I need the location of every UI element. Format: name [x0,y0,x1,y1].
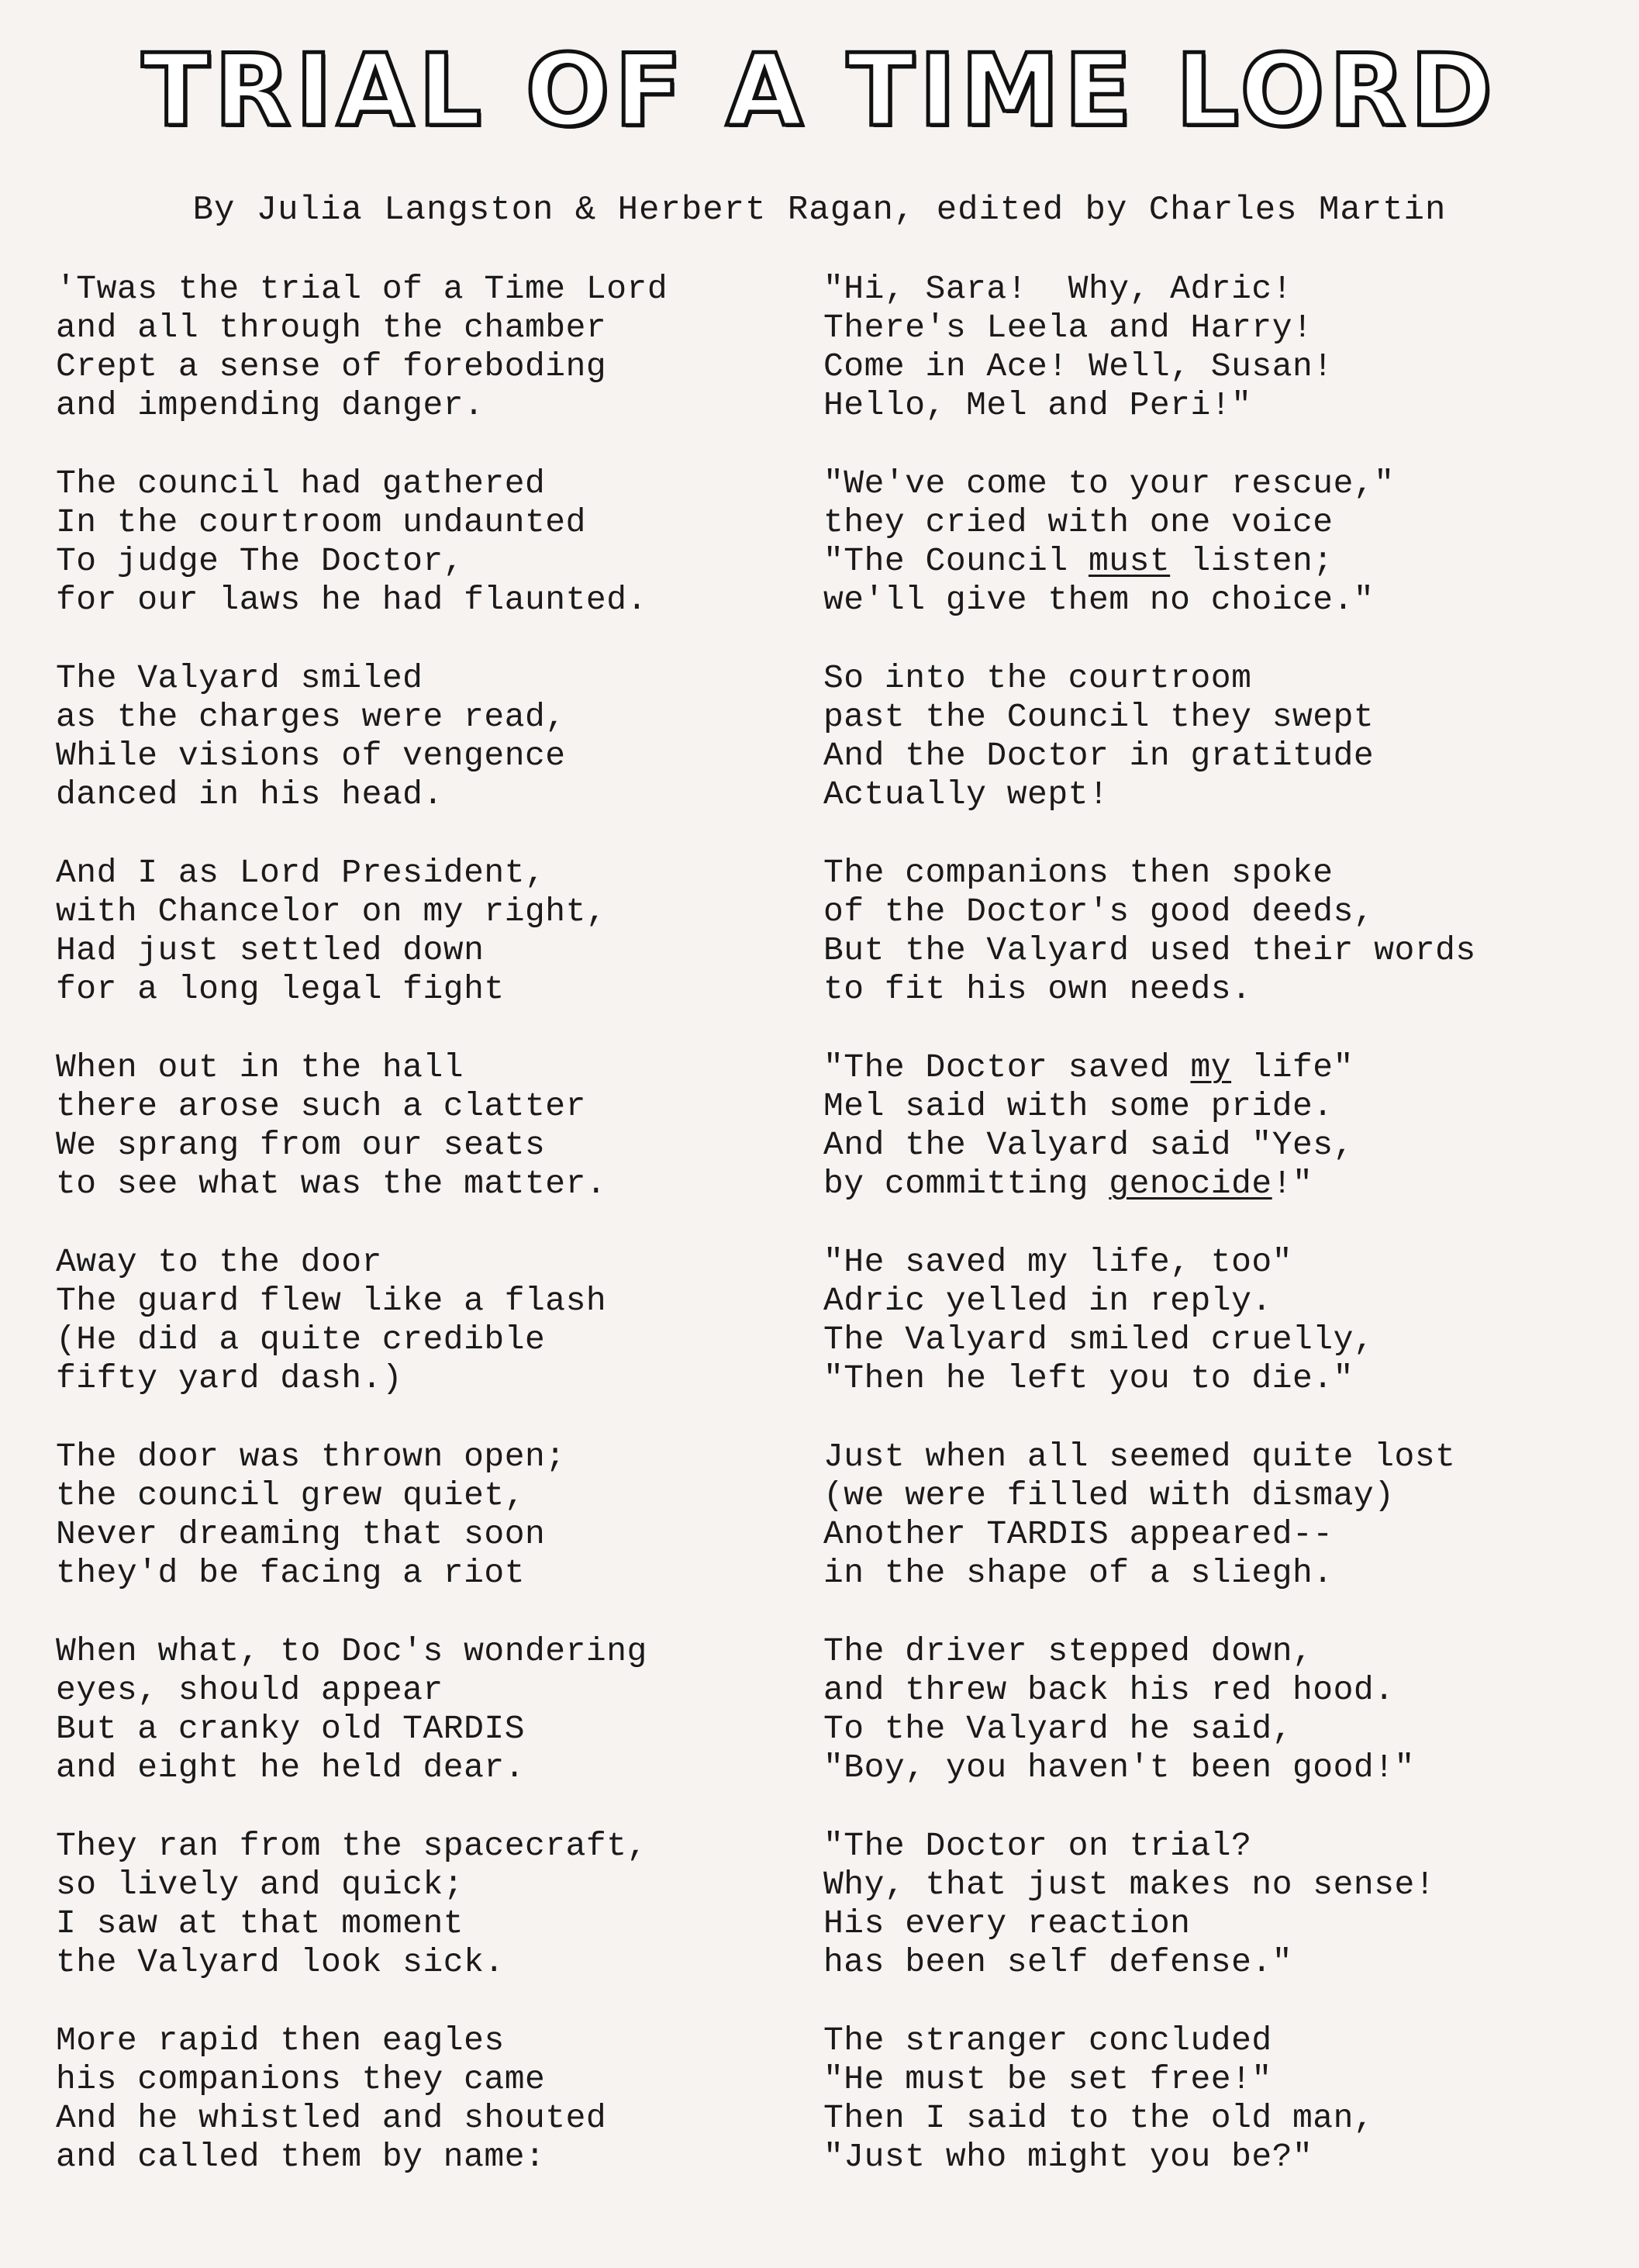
stanza [56,2021,839,2216]
byline: By Julia Langston & Herbert Ragan, edited by Charles Martin [192,191,1447,230]
stanza [56,1048,839,1243]
poem-line: They ran from the spacecraft, [56,1827,647,1865]
poem-line: And the Valyard said "Yes, [823,1126,1354,1164]
poem-line: his companions they came [56,2060,546,2098]
poem-line: In the courtroom undaunted [56,503,586,541]
poem-line: Why, that just makes no sense! [823,1866,1436,1904]
poem-line: and called them by name: [56,2138,546,2176]
poem-line: Never dreaming that soon [56,1515,546,1553]
poem-line: The stranger concluded [823,2021,1272,2059]
poem-line: To the Valyard he said, [823,1710,1292,1748]
poem-line: And the Doctor in gratitude [823,737,1375,775]
poem-line: The door was thrown open; [56,1438,566,1476]
poem-line: we'll give them no choice." [823,581,1375,619]
poem-line: Another TARDIS appeared-- [823,1515,1334,1553]
poem-line: Crept a sense of foreboding [56,347,607,385]
stanza [56,1438,839,1632]
poem-line: "The Doctor saved my life" [823,1048,1354,1086]
poem-line: Hello, Mel and Peri!" [823,386,1252,424]
poem-line: the Valyard look sick. [56,1943,505,1981]
stanza [56,1243,839,1438]
poem-line: the council grew quiet, [56,1476,525,1514]
poem-line: The Valyard smiled cruelly, [823,1320,1375,1358]
poem-line: 'Twas the trial of a Time Lord [56,270,668,308]
poem-line: But a cranky old TARDIS [56,1710,525,1748]
stanza [823,1827,1606,2021]
poem-line: to see what was the matter. [56,1165,607,1203]
poem-line: "The Council must listen; [823,542,1334,580]
poem-line: The guard flew like a flash [56,1282,607,1320]
poem-line: fifty yard dash.) [56,1359,403,1397]
poem-line: The council had gathered [56,464,546,502]
poem-line: "Just who might you be?" [823,2138,1313,2176]
poem-line: and impending danger. [56,386,485,424]
poem-line: by committing genocide!" [823,1165,1313,1203]
poem-line: with Chancelor on my right, [56,892,607,930]
poem-line: The companions then spoke [823,854,1334,892]
poem-line: So into the courtroom [823,659,1252,697]
poem-line: has been self defense." [823,1943,1292,1981]
poem-line: And he whistled and shouted [56,2099,607,2137]
poem-line: Actually wept! [823,775,1109,813]
poem-line: When out in the hall [56,1048,464,1086]
stanza [56,270,839,464]
poem-line: But the Valyard used their words [823,931,1476,969]
poem-line: We sprang from our seats [56,1126,546,1164]
poem-line: "Then he left you to die." [823,1359,1354,1397]
poem-line: so lively and quick; [56,1866,464,1904]
poem-line: To judge The Doctor, [56,542,464,580]
poem-line: The driver stepped down, [823,1632,1313,1670]
poem-line: Mel said with some pride. [823,1087,1334,1125]
stanza [823,1243,1606,1438]
stanza [823,659,1606,854]
stanza [56,659,839,854]
poem-line: And I as Lord President, [56,854,546,892]
poem-line: "Boy, you haven't been good!" [823,1748,1415,1786]
stanza [823,2021,1606,2216]
poem-line: for our laws he had flaunted. [56,581,647,619]
poem-line: and all through the chamber [56,309,607,347]
poem-line: there arose such a clatter [56,1087,586,1125]
poem-line: Then I said to the old man, [823,2099,1375,2137]
poem-line: eyes, should appear [56,1671,443,1709]
poem-line: Had just settled down [56,931,485,969]
poem-line: "We've come to your rescue," [823,464,1395,502]
poem-line: There's Leela and Harry! [823,309,1313,347]
poem-line: in the shape of a sliegh. [823,1554,1334,1592]
right-column [823,270,1606,2216]
stanza [56,854,839,1048]
poem-line: More rapid then eagles [56,2021,505,2059]
poem-line: While visions of vengence [56,737,566,775]
poem-line: (He did a quite credible [56,1320,546,1358]
poem-line: past the Council they swept [823,698,1375,736]
stanza [823,854,1606,1048]
stanza [823,1632,1606,1827]
poem-line: they cried with one voice [823,503,1334,541]
poem-line: as the charges were read, [56,698,566,736]
poem-line: of the Doctor's good deeds, [823,892,1375,930]
poem-line: Away to the door [56,1243,382,1281]
stanza [56,1827,839,2021]
left-column [56,270,839,2216]
poem-line: I saw at that moment [56,1904,464,1942]
poem-line: for a long legal fight [56,970,505,1008]
stanza [823,1048,1606,1243]
poem-line: and eight he held dear. [56,1748,525,1786]
stanza [823,464,1606,659]
poem-line: The Valyard smiled [56,659,423,697]
poem-line: "He saved my life, too" [823,1243,1292,1281]
poem-line: they'd be facing a riot [56,1554,525,1592]
stanza [823,270,1606,464]
stanza [56,1632,839,1827]
stanza [823,1438,1606,1632]
poem-line: When what, to Doc's wondering [56,1632,647,1670]
poem-line: His every reaction [823,1904,1191,1942]
poem-line: to fit his own needs. [823,970,1252,1008]
page-title: TRIAL OF A TIME LORD [141,33,1498,149]
poem-line: Come in Ace! Well, Susan! [823,347,1334,385]
poem-line: "The Doctor on trial? [823,1827,1252,1865]
poem-line: and threw back his red hood. [823,1671,1395,1709]
poem-line: "He must be set free!" [823,2060,1272,2098]
poem-line: "Hi, Sara! Why, Adric! [823,270,1292,308]
poem-line: Just when all seemed quite lost [823,1438,1456,1476]
poem-line: danced in his head. [56,775,443,813]
stanza [56,464,839,659]
poem-line: Adric yelled in reply. [823,1282,1272,1320]
poem-line: (we were filled with dismay) [823,1476,1395,1514]
